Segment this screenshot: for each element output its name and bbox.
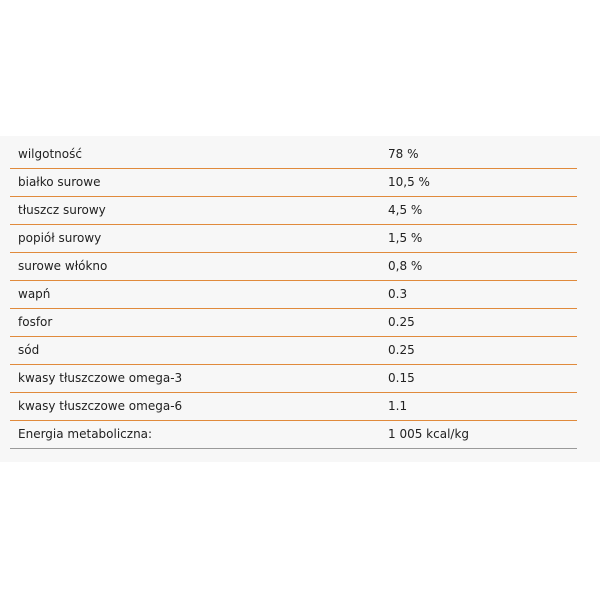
nutrient-name: sód [10,336,380,364]
nutrient-name: kwasy tłuszczowe omega-6 [10,392,380,420]
nutrient-name: wilgotność [10,140,380,168]
table-row [10,252,577,280]
table-row [10,280,577,308]
table-row [10,224,577,252]
nutrient-name: fosfor [10,308,380,336]
table-row [10,140,577,168]
nutrient-value: 1.1 [380,392,577,420]
table-row [10,308,577,336]
nutrient-name: wapń [10,280,380,308]
nutrition-table [10,140,577,449]
nutrient-value: 78 % [380,140,577,168]
nutrition-panel [0,136,600,462]
table-row [10,392,577,420]
nutrient-value: 0.25 [380,308,577,336]
table-row [10,196,577,224]
nutrient-name: tłuszcz surowy [10,196,380,224]
nutrient-name: popiół surowy [10,224,380,252]
nutrient-value: 1,5 % [380,224,577,252]
nutrient-name: białko surowe [10,168,380,196]
nutrient-name: surowe włókno [10,252,380,280]
nutrient-value: 4,5 % [380,196,577,224]
nutrient-value: 10,5 % [380,168,577,196]
nutrient-value: 0,8 % [380,252,577,280]
nutrient-value: 0.3 [380,280,577,308]
nutrient-value: 0.25 [380,336,577,364]
nutrient-name: Energia metaboliczna: [10,420,380,448]
nutrient-value: 1 005 kcal/kg [380,420,577,448]
table-row [10,420,577,448]
nutrient-name: kwasy tłuszczowe omega-3 [10,364,380,392]
table-row [10,336,577,364]
nutrient-value: 0.15 [380,364,577,392]
table-row [10,364,577,392]
table-row [10,168,577,196]
